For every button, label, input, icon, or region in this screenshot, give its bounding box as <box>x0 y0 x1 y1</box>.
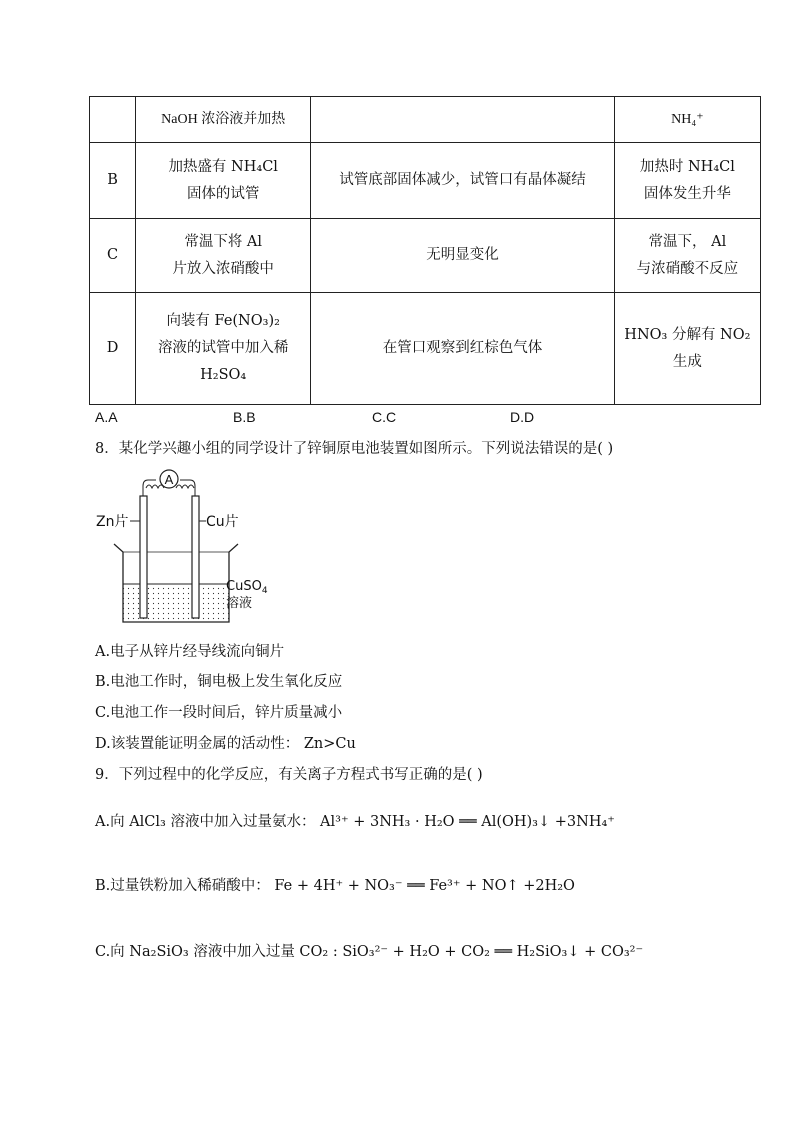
solution-label: CuSO$_4$ <box>226 579 268 596</box>
q7-choice-b: B.B <box>233 409 256 425</box>
cell-line: 与浓硝酸不反应 <box>636 260 739 277</box>
observation-cell: 试管底部固体减少，试管口有晶体凝结 <box>311 143 614 219</box>
cell-line: 常温下将 Al <box>184 233 263 250</box>
operation-cell <box>136 293 311 405</box>
cell-line: 溶液的试管中加入稀 <box>157 340 289 356</box>
cu-electrode <box>192 496 199 618</box>
q8-stem: 8．某化学兴趣小组的同学设计了锌铜原电池装置如图所示。下列说法错误的是( ) <box>95 441 614 457</box>
q7-choice-a: A.A <box>95 409 118 425</box>
q9-option-c: C.向 Na₂SiO₃ 溶液中加入过量 CO₂ : SiO₃²⁻ + H₂O + CO₂ ══ H₂SiO₃↓ + CO₃²⁻ <box>95 944 644 960</box>
q8-option-c: C.电池工作一段时间后，锌片质量减小 <box>95 705 343 721</box>
cell-line: 固体的试管 <box>186 185 260 202</box>
conclusion-cell: NH₄⁺ <box>614 97 760 143</box>
q7-choice-d: D.D <box>510 409 535 425</box>
ammeter-label: A <box>164 472 174 487</box>
table-row <box>90 97 761 143</box>
conclusion-cell <box>614 143 760 219</box>
cell-line: 向装有 Fe(NO₃)₂ <box>166 313 280 329</box>
cell-line: 固体发生升华 <box>643 185 731 202</box>
table-row <box>90 293 761 405</box>
observation-cell: 在管口观察到红棕色气体 <box>311 293 614 405</box>
coil-left <box>146 485 164 488</box>
q9-stem: 9．下列过程中的化学反应，有关离子方程式书写正确的是( ) <box>95 767 483 783</box>
cell-line: H₂SO₄ <box>200 367 247 383</box>
option-cell <box>90 97 136 143</box>
cell-line: 常温下， Al <box>648 233 727 250</box>
option-cell: B <box>90 143 136 219</box>
q8-option-b: B.电池工作时，铜电极上发生氧化反应 <box>95 674 343 690</box>
observation-cell: 无明显变化 <box>311 219 614 293</box>
cell-line: HNO₃ 分解有 NO₂ <box>624 326 751 343</box>
option-cell: D <box>90 293 136 405</box>
cell-line: 片放入浓硝酸中 <box>172 260 274 277</box>
solution-label-2: 溶液 <box>226 596 253 611</box>
q8-option-a: A.电子从锌片经导线流向铜片 <box>95 644 285 660</box>
solution-fill <box>123 584 229 620</box>
coil-right <box>176 485 194 488</box>
conclusion-cell <box>614 293 760 405</box>
wire-left <box>143 480 156 496</box>
operation-cell <box>136 219 311 293</box>
operation-cell: NaOH 浓浴液并加热 <box>136 97 311 143</box>
q9-option-b: B.过量铁粉加入稀硝酸中： Fe + 4H⁺ + NO₃⁻ ══ Fe³⁺ + NO↑ +2H₂O <box>95 878 575 894</box>
table-row <box>90 143 761 219</box>
observation-cell <box>311 97 614 143</box>
option-cell: C <box>90 219 136 293</box>
q7-table <box>89 96 761 405</box>
q8-option-d: D.该装置能证明金属的活动性： Zn>Cu <box>95 736 356 752</box>
zn-electrode <box>140 496 147 618</box>
q7-choice-c: C.C <box>372 409 397 425</box>
cell-line: 加热盛有 NH₄Cl <box>168 158 278 175</box>
cu-label: Cu片 <box>206 514 239 530</box>
q9-option-a: A.向 AlCl₃ 溶液中加入过量氨水： Al³⁺ + 3NH₃ · H₂O ══ Al(OH)₃↓ +3NH₄⁺ <box>95 814 615 830</box>
conclusion-cell <box>614 219 760 293</box>
cell-line: 加热时 NH₄Cl <box>639 158 735 175</box>
table-row <box>90 219 761 293</box>
cell-line: 生成 <box>672 353 702 370</box>
galvanic-cell-figure <box>96 466 286 626</box>
operation-cell <box>136 143 311 219</box>
zn-label: Zn片 <box>96 514 129 530</box>
